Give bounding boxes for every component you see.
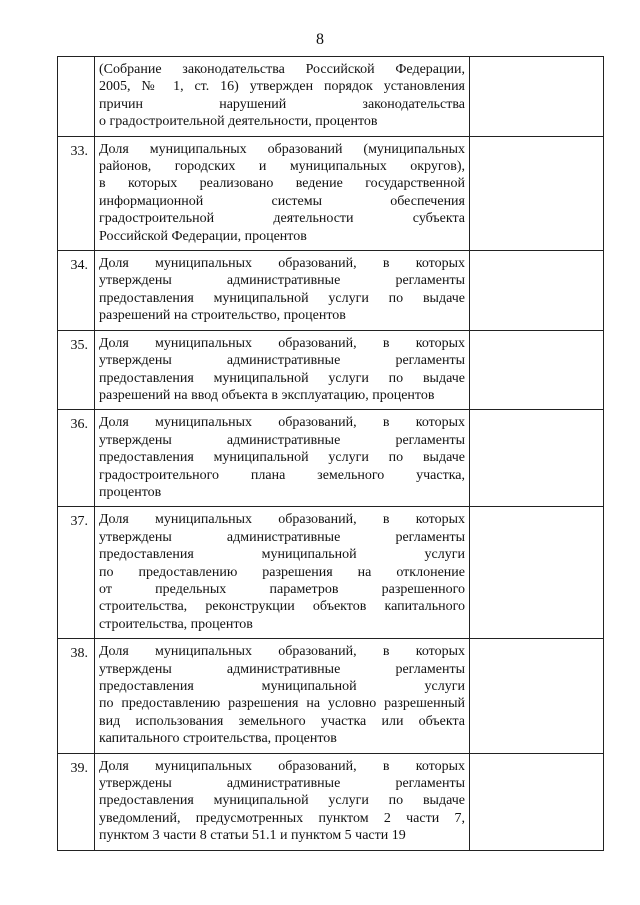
table-row bbox=[58, 57, 604, 137]
text-line: градостроительного плана земельного участка, bbox=[99, 467, 465, 483]
text-line: вид использования земельного участка или объекта bbox=[99, 713, 465, 729]
row-number: 36. bbox=[58, 410, 95, 507]
row-number: 39. bbox=[58, 753, 95, 850]
indicator-text bbox=[95, 57, 470, 137]
text-line: Доля муниципальных образований, в которых bbox=[99, 256, 465, 272]
text-line: Доля муниципальных образований, в которых bbox=[99, 644, 465, 660]
row-number: 35. bbox=[58, 330, 95, 410]
text-line: утверждены административные регламенты bbox=[99, 432, 465, 448]
text-line: предоставления муниципальной услуги bbox=[99, 547, 465, 563]
table-body bbox=[58, 57, 604, 851]
indicator-text bbox=[95, 330, 470, 410]
text-line: капитального строительства, процентов bbox=[99, 731, 337, 747]
text-line: по предоставлению разрешения на условно разрешенный bbox=[99, 696, 465, 712]
text-line: Доля муниципальных образований, в которых bbox=[99, 512, 465, 528]
table-row bbox=[58, 136, 604, 250]
table-row bbox=[58, 639, 604, 753]
table-row bbox=[58, 753, 604, 850]
row-number: 38. bbox=[58, 639, 95, 753]
text-line: предоставления муниципальной услуги bbox=[99, 679, 465, 694]
text-line: (Собрание законодательства Российской Федерации, bbox=[99, 62, 465, 77]
indicator-text bbox=[95, 251, 470, 331]
text-line: в которых реализовано ведение государственной bbox=[99, 176, 465, 192]
indicator-text bbox=[95, 410, 470, 507]
text-line: разрешений на строительство, процентов bbox=[99, 308, 346, 324]
row-number: 33. bbox=[58, 136, 95, 250]
table-row bbox=[58, 410, 604, 507]
page-number: 8 bbox=[316, 31, 324, 48]
row-number: 37. bbox=[58, 507, 95, 639]
text-line: о градостроительной деятельности, процентов bbox=[99, 114, 378, 130]
indicator-text bbox=[95, 507, 470, 639]
text-line: предоставления муниципальной услуги по выдаче bbox=[99, 370, 465, 386]
value-cell bbox=[470, 136, 604, 250]
text-line: утверждены административные регламенты bbox=[99, 273, 465, 289]
text-line: от предельных параметров разрешенного bbox=[99, 581, 465, 597]
value-cell bbox=[470, 330, 604, 410]
row-number: 34. bbox=[58, 251, 95, 331]
value-cell bbox=[470, 57, 604, 137]
text-line: Российской Федерации, процентов bbox=[99, 228, 307, 244]
text-line: градостроительной деятельности субъекта bbox=[99, 211, 465, 227]
value-cell bbox=[470, 410, 604, 507]
text-line: разрешений на ввод объекта в эксплуатацию, процентов bbox=[99, 387, 435, 403]
text-line: уведомлений, предусмотренных пунктом 2 части 7, bbox=[99, 810, 465, 826]
text-line: районов, городских и муниципальных округов), bbox=[99, 159, 465, 175]
table-row bbox=[58, 507, 604, 639]
text-line: предоставления муниципальной услуги по выдаче bbox=[99, 793, 465, 809]
text-line: предоставления муниципальной услуги по выдаче bbox=[99, 290, 465, 306]
row-number bbox=[58, 57, 95, 137]
text-line: информационной системы обеспечения bbox=[99, 193, 465, 209]
text-line: строительства, реконструкции объектов капитального bbox=[99, 599, 465, 615]
value-cell bbox=[470, 251, 604, 331]
text-line: Доля муниципальных образований (муниципальных bbox=[99, 141, 465, 157]
indicator-text bbox=[95, 639, 470, 753]
value-cell bbox=[470, 753, 604, 850]
text-line: Доля муниципальных образований, в которых bbox=[99, 415, 465, 431]
text-line: Доля муниципальных образований, в которых bbox=[99, 758, 465, 774]
text-line: процентов bbox=[99, 484, 162, 500]
text-line: утверждены административные регламенты bbox=[99, 353, 465, 369]
text-line: утверждены административные регламенты bbox=[99, 661, 465, 677]
text-line: Доля муниципальных образований, в которых bbox=[99, 335, 465, 351]
text-line: утверждены административные регламенты bbox=[99, 529, 465, 545]
text-line: по предоставлению разрешения на отклонение bbox=[99, 564, 465, 580]
text-line: предоставления муниципальной услуги по выдаче bbox=[99, 450, 465, 466]
indicator-text bbox=[95, 753, 470, 850]
text-line: причин нарушений законодательства bbox=[99, 96, 465, 112]
indicators-table bbox=[57, 56, 604, 851]
text-line: 2005, № 1, ст. 16) утвержден порядок установления bbox=[99, 79, 465, 95]
value-cell bbox=[470, 507, 604, 639]
indicator-text bbox=[95, 136, 470, 250]
table-row bbox=[58, 330, 604, 410]
text-line: пунктом 3 части 8 статьи 51.1 и пунктом 5 части 19 bbox=[99, 828, 406, 844]
value-cell bbox=[470, 639, 604, 753]
table-row bbox=[58, 251, 604, 331]
text-line: строительства, процентов bbox=[99, 616, 253, 632]
text-line: утверждены административные регламенты bbox=[99, 776, 465, 792]
